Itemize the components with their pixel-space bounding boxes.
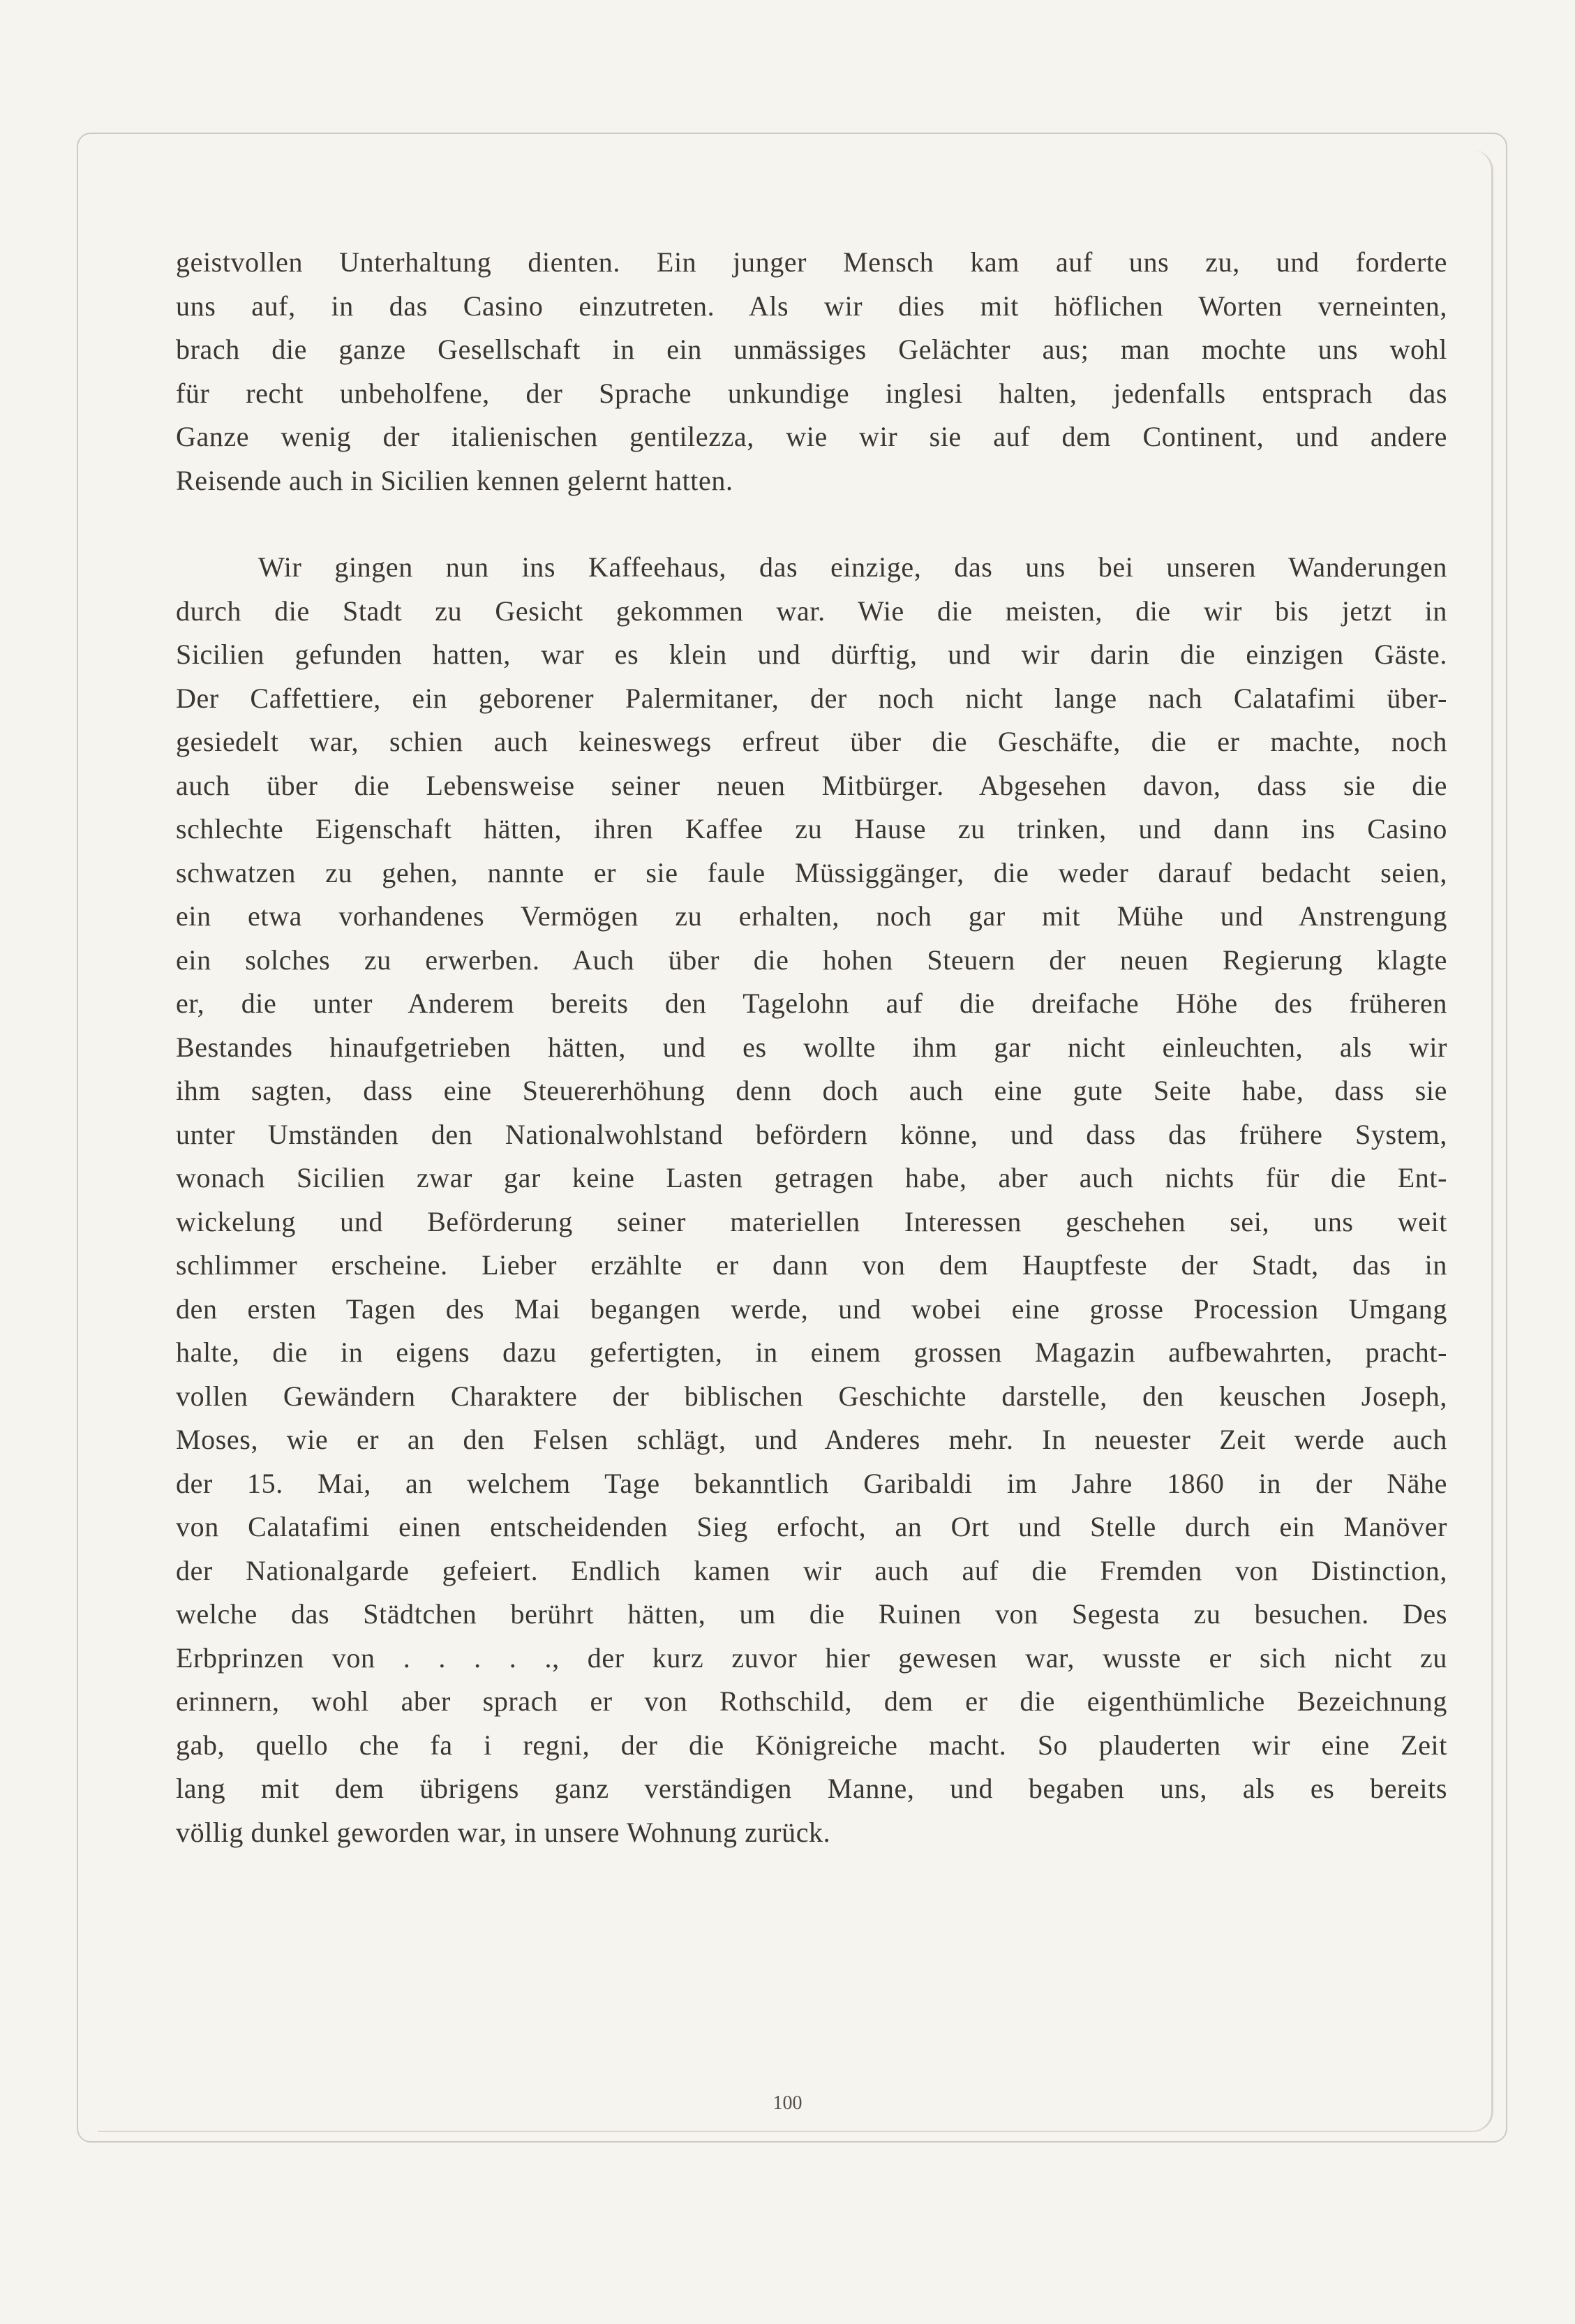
text-line: halte, die in eigens dazu gefertigten, in einem grossen Magazin aufbewahrten, pracht- — [176, 1336, 1447, 1368]
text-line: Reisende auch in Sicilien kennen gelernt hatten. — [176, 464, 733, 496]
page-number: 100 — [772, 2092, 803, 2114]
text-line: ihm sagten, dass eine Steuererhöhung denn doch auch eine gute Seite habe, dass sie — [176, 1075, 1447, 1106]
text-line: wonach Sicilien zwar gar keine Lasten getragen habe, aber auch nichts für die Ent- — [176, 1162, 1447, 1193]
text-line: ein solches zu erwerben. Auch über die hohen Steuern der neuen Regierung klagte — [176, 944, 1447, 976]
text-line: schwatzen zu gehen, nannte er sie faule Müssiggänger, die weder darauf bedacht seien, — [176, 856, 1447, 888]
text-line: gesiedelt war, schien auch keineswegs erfreut über die Geschäfte, die er machte, noch — [176, 726, 1447, 757]
text-line: durch die Stadt zu Gesicht gekommen war. Wie die meisten, die wir bis jetzt in — [176, 595, 1447, 627]
paragraph — [176, 241, 1447, 502]
text-line: brach die ganze Gesellschaft in ein unmässiges Gelächter aus; man mochte uns wohl — [176, 334, 1447, 365]
text-line: uns auf, in das Casino einzutreten. Als wir dies mit höflichen Worten verneinten, — [176, 290, 1447, 322]
text-line: Der Caffettiere, ein geborener Palermitaner, der noch nicht lange nach Calatafimi über- — [176, 682, 1447, 714]
text-line: wickelung und Beförderung seiner materiellen Interessen geschehen sei, uns weit — [176, 1205, 1447, 1237]
text-line: er, die unter Anderem bereits den Tagelohn auf die dreifache Höhe des früheren — [176, 988, 1447, 1019]
text-line: von Calatafimi einen entscheidenden Sieg erfocht, an Ort und Stelle durch ein Manöver — [176, 1511, 1447, 1542]
text-line: schlimmer erscheine. Lieber erzählte er dann von dem Hauptfeste der Stadt, das in — [176, 1249, 1447, 1281]
text-line: auch über die Lebensweise seiner neuen Mitbürger. Abgesehen davon, dass sie die — [176, 769, 1447, 801]
text-line: lang mit dem übrigens ganz verständigen Manne, und begaben uns, als es bereits — [176, 1773, 1447, 1804]
text-line: für recht unbeholfene, der Sprache unkundige inglesi halten, jedenfalls entsprach das — [176, 377, 1447, 409]
text-line: Erbprinzen von . . . . ., der kurz zuvor hier gewesen war, wusste er sich nicht zu — [176, 1641, 1447, 1674]
text-line: gab, quello che fa i regni, der die Königreiche macht. So plauderten wir eine Zeit — [176, 1729, 1447, 1761]
text-line: Sicilien gefunden hatten, war es klein und dürftig, und wir darin die einzigen Gäste. — [176, 639, 1447, 670]
text-line: erinnern, wohl aber sprach er von Rothschild, dem er die eigenthümliche Bezeichnung — [176, 1685, 1447, 1717]
text-line: vollen Gewändern Charaktere der biblischen Geschichte darstelle, den keuschen Joseph, — [176, 1380, 1447, 1412]
text-line: der 15. Mai, an welchem Tage bekanntlich Garibaldi im Jahre 1860 in der Nähe — [176, 1467, 1447, 1499]
text-line: Wir gingen nun ins Kaffeehaus, das einzige, das uns bei unseren Wanderungen — [258, 551, 1447, 583]
text-line: Moses, wie er an den Felsen schlägt, und Anderes mehr. In neuester Zeit werde auch — [176, 1424, 1447, 1455]
text-line: der Nationalgarde gefeiert. Endlich kamen wir auch auf die Fremden von Distinction, — [176, 1554, 1447, 1586]
text-line: ein etwa vorhandenes Vermögen zu erhalten, noch gar mit Mühe und Anstrengung — [176, 900, 1447, 932]
text-line: welche das Städtchen berührt hätten, um die Ruinen von Segesta zu besuchen. Des — [176, 1598, 1447, 1630]
paragraph-gap — [176, 502, 1447, 546]
body-text — [176, 241, 1447, 2027]
text-line: geistvollen Unterhaltung dienten. Ein junger Mensch kam auf uns zu, und forderte — [176, 246, 1447, 278]
text-line: unter Umständen den Nationalwohlstand befördern könne, und dass das frühere System, — [176, 1118, 1447, 1150]
text-line: den ersten Tagen des Mai begangen werde, und wobei eine grosse Procession Umgang — [176, 1293, 1447, 1325]
text-line: Bestandes hinaufgetrieben hätten, und es wollte ihm gar nicht einleuchten, als wir — [176, 1031, 1447, 1063]
text-line: völlig dunkel geworden war, in unsere Wohnung zurück. — [176, 1816, 831, 1848]
text-line: schlechte Eigenschaft hätten, ihren Kaffee zu Hause zu trinken, und dann ins Casino — [176, 813, 1447, 844]
paragraph — [176, 546, 1447, 1854]
text-line: Ganze wenig der italienischen gentilezza, wie wir sie auf dem Continent, und andere — [176, 421, 1447, 452]
